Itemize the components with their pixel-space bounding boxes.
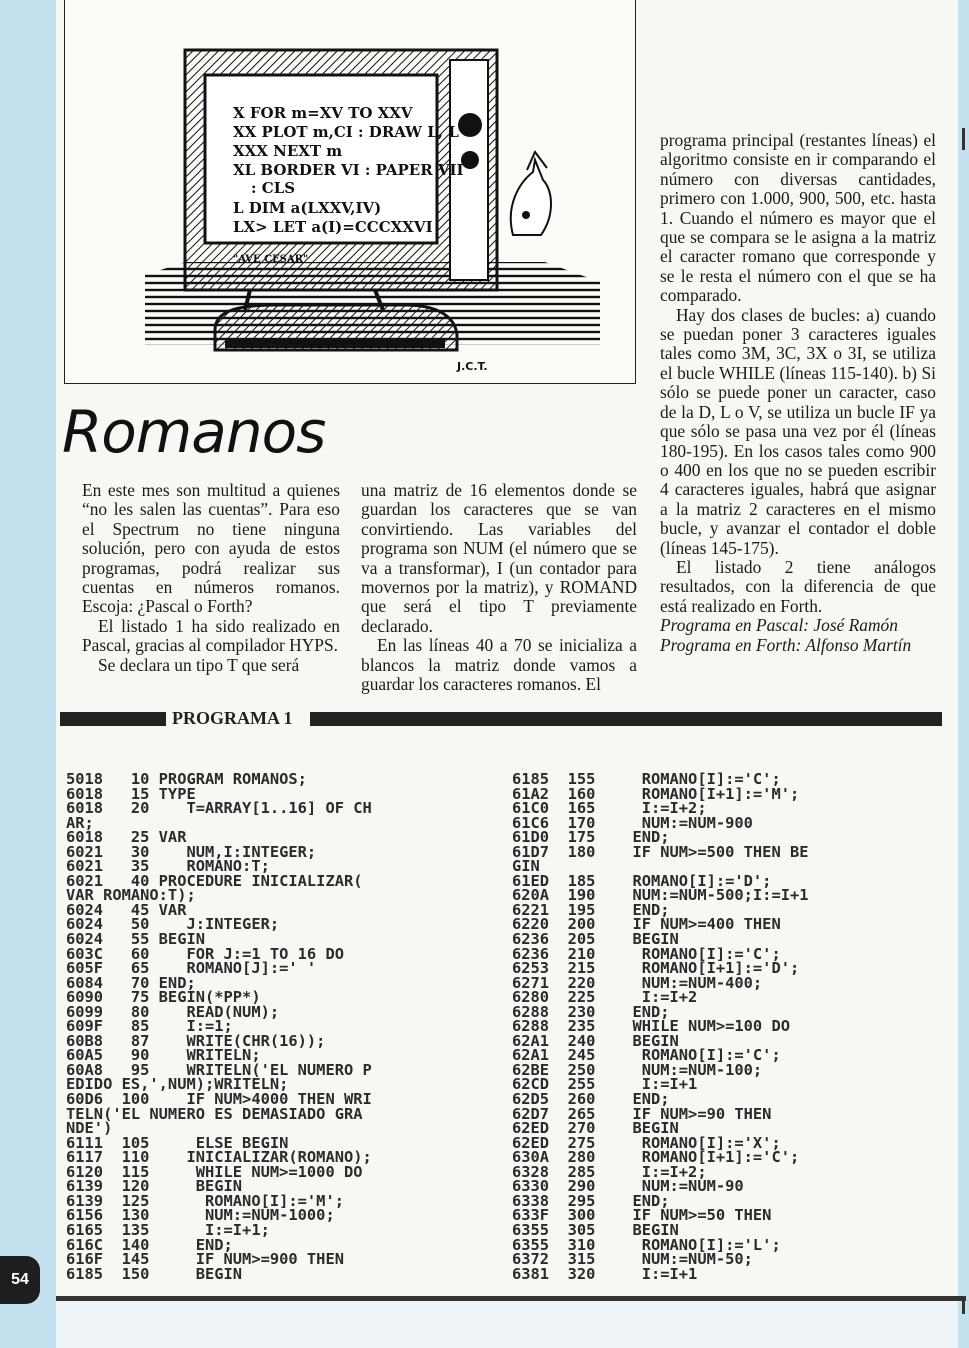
edge-mark bbox=[962, 1300, 965, 1314]
screen-line: XX PLOT m,CI : DRAW L, L bbox=[233, 123, 459, 141]
article-column-3 bbox=[660, 131, 936, 655]
section-header-bar bbox=[60, 708, 942, 728]
tv-drawing bbox=[65, 0, 635, 384]
article-column-2 bbox=[361, 481, 637, 694]
credit-pascal: Programa en Pascal: José Ramón bbox=[660, 615, 898, 636]
bar-right bbox=[310, 712, 942, 726]
code-listing-left: 5018 10 PROGRAM ROMANOS; 6018 15 TYPE 6018 20 T=ARRAY[1..16] OF CH AR; 6018 25 VAR 6021 30 NUM,I:INTEGER; 6021 35 ROMANO:T; 6021 40 PROCEDURE INICIALIZAR( VAR ROMANO:T); 6024 45 VAR 6024 50 J:INTEGER; 6024 55 BEGIN 603C 60 FOR J:=1 TO 16 DO 605F 65 ROMANO[J]:=' ' 6084 70 END; 6090 75 BEGIN(*PP*) 6099 80 READ(NUM); 609F 85 I:=1; 60B8 87 WRITE(CHR(16)); 60A5 90 WRITELN; 60A8 95 WRITELN('EL NUMERO P EDIDO ES,',NUM);WRITELN; 60D6 100 IF NUM>4000 THEN WRI TELN('EL NUMERO ES DEMASIADO GRA NDE') 6111 105 ELSE BEGIN 6117 110 INICIALIZAR(ROMANO); 6120 115 WHILE NUM>=1000 DO 6139 120 BEGIN 6139 125 ROMANO[I]:='M'; 6156 130 NUM:=NUM-1000; 6165 135 I:=I+1; 616C 140 END; 616F 145 IF NUM>=900 THEN 6185 150 BEGIN bbox=[66, 770, 372, 1283]
paragraph: En este mes son multitud a quienes “no les salen las cuentas”. Para eso el Spectrum no tiene ninguna solución, pero con ayuda de estos programas, podrá realizar sus cuentas en números romanos. Escoja: ¿Pascal o Forth? bbox=[82, 480, 340, 617]
page-number: 54 bbox=[0, 1256, 40, 1304]
paragraph: En las líneas 40 a 70 se inicializa a blancos la matriz donde vamos a guardar los caracteres romanos. El bbox=[361, 635, 637, 695]
paragraph: El listado 1 ha sido realizado en Pascal, gracias al compilador HYPS. bbox=[82, 615, 340, 656]
screen-line: XXX NEXT m bbox=[233, 142, 343, 160]
screen-line: X FOR m=XV TO XXV bbox=[233, 104, 413, 122]
screen-line: L DIM a(LXXV,IV) bbox=[233, 199, 382, 217]
bottom-rule bbox=[56, 1296, 966, 1301]
credit-forth: Programa en Forth: Alfonso Martín bbox=[660, 634, 912, 655]
tv-knob-icon bbox=[461, 151, 479, 169]
edge-mark bbox=[962, 128, 965, 150]
section-label: PROGRAMA 1 bbox=[172, 708, 293, 728]
tv-knob-icon bbox=[458, 113, 482, 137]
screen-line: : CLS bbox=[251, 179, 296, 197]
paragraph: programa principal (restantes líneas) el algoritmo consiste en ir comparando el número con diversas cantidades, primero con 1.000, 900, 500, etc. hasta 1. Cuando el número es mayor que el que se compara se le asigna a la matriz el caracter romano que corresponde y se le resta el número con el que se ha comparado. bbox=[660, 130, 936, 306]
paragraph: El listado 2 tiene análogos resultados, con la diferencia de que está realizado en Forth. bbox=[660, 556, 936, 616]
paragraph: Se declara un tipo T que será bbox=[98, 654, 300, 675]
screen-line: LX> LET a(I)=CCCXXVI bbox=[233, 218, 433, 236]
illustrator-signature: J.C.T. bbox=[457, 360, 488, 373]
screen-caption: "AVE CESAR" bbox=[233, 254, 309, 265]
article-title: Romanos bbox=[62, 398, 326, 466]
paragraph: Hay dos clases de bucles: a) cuando se puedan poner 3 caracteres iguales tales como 3M, 3C, 3X o 3I, se utiliza el bucle WHILE (líneas 115-140). b) Si sólo se puede poner un caracter, caso de la D, L o V, se utiliza un bucle IF ya que sólo se pasa una vez por él (líneas 180-195). En los casos tales como 900 o 400 en los que no se pueden escribir 4 caracteres iguales, habrá que asignar a la matriz 2 caracteres en el mismo bucle, y avanzar el contador el doble (líneas 145-175). bbox=[660, 304, 936, 558]
article-column-1 bbox=[82, 481, 340, 675]
bar-left bbox=[60, 712, 166, 726]
tv-illustration bbox=[64, 0, 636, 384]
page-margin-right bbox=[958, 0, 969, 1348]
roman-soldier-icon bbox=[511, 152, 551, 235]
page-margin-left bbox=[0, 0, 56, 1348]
code-listing-right: 6185 155 ROMANO[I]:='C'; 61A2 160 ROMANO[I+1]:='M'; 61C0 165 I:=I+2; 61C6 170 NUM:=NUM-900 61D0 175 END; 61D7 180 IF NUM>=500 THEN BE GIN 61ED 185 ROMANO[I]:='D'; 620A 190 NUM:=NUM-500;I:=I+1 6221 195 END; 6220 200 IF NUM>=400 THEN 6236 205 BEGIN 6236 210 ROMANO[I]:='C'; 6253 215 ROMANO[I+1]:='D'; 6271 220 NUM:=NUM-400; 6280 225 I:=I+2 6288 230 END; 6288 235 WHILE NUM>=100 DO 62A1 240 BEGIN 62A1 245 ROMANO[I]:='C'; 62BE 250 NUM:=NUM-100; 62CD 255 I:=I+1 62D5 260 END; 62D7 265 IF NUM>=90 THEN 62ED 270 BEGIN 62ED 275 ROMANO[I]:='X'; 630A 280 ROMANO[I+1]:='C'; 6328 285 I:=I+2; 6330 290 NUM:=NUM-90 6338 295 END; 633F 300 IF NUM>=50 THEN 6355 305 BEGIN 6355 310 ROMANO[I]:='L'; 6372 315 NUM:=NUM-50; 6381 320 I:=I+1 bbox=[512, 770, 809, 1283]
screen-line: XL BORDER VI : PAPER VII bbox=[233, 161, 464, 179]
paragraph: una matriz de 16 elementos donde se guardan los caracteres que se van convirtiendo. Las variables del programa son NUM (el número que se va a transformar), I (un contador para movernos por la matriz), y ROMAND que será el tipo T previamente declarado. bbox=[361, 480, 637, 636]
